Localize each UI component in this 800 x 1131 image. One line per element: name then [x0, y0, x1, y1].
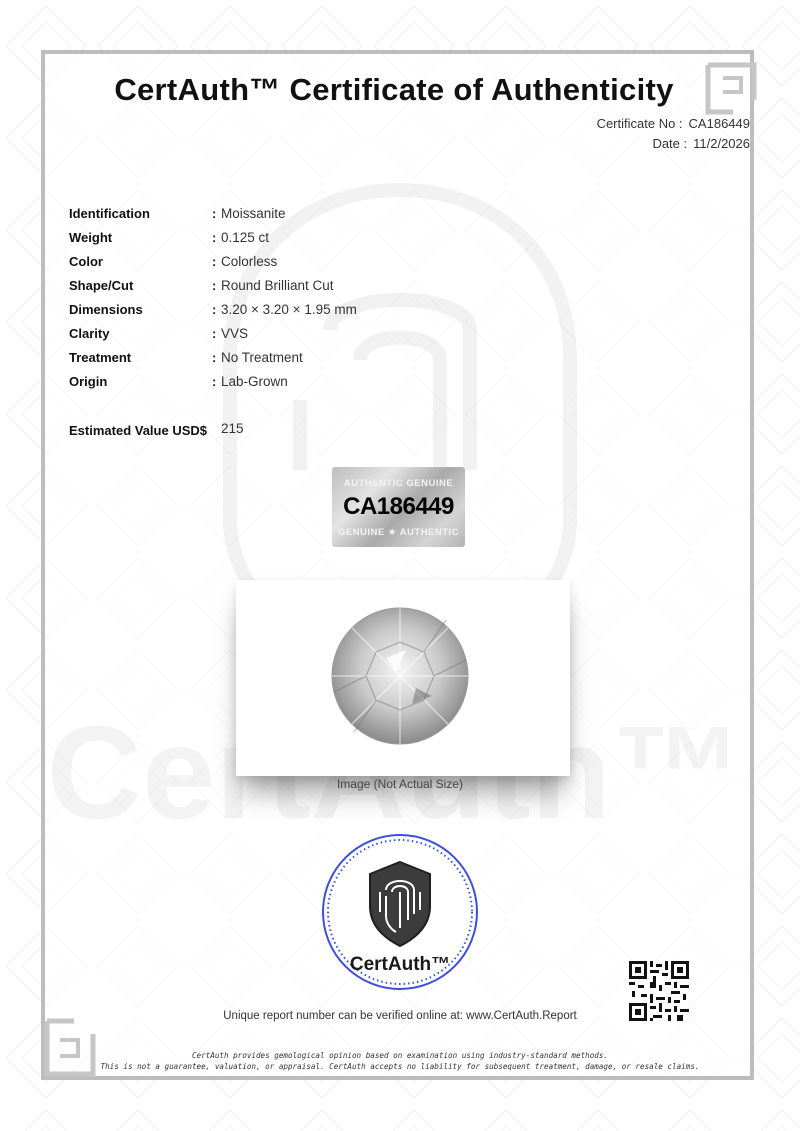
date-label: Date : [652, 136, 688, 151]
detail-value: Round Brilliant Cut [221, 278, 334, 293]
certauth-seal [320, 832, 480, 992]
detail-label: Clarity [69, 326, 110, 341]
gemstone-image [236, 580, 570, 776]
detail-colon: : [212, 302, 217, 317]
detail-colon: : [212, 350, 217, 365]
detail-value: No Treatment [221, 350, 303, 365]
detail-label: Identification [69, 206, 150, 221]
detail-label: Color [69, 254, 103, 269]
detail-colon: : [212, 374, 217, 389]
hologram-top-text: AUTHENTIC GENUINE [343, 478, 454, 489]
detail-label: Shape/Cut [69, 278, 134, 293]
detail-colon: : [212, 230, 217, 245]
hologram-sticker [332, 467, 465, 547]
certificate-title: CertAuth™ Certificate of Authenticity [114, 72, 674, 107]
disclaimer-line-1: CertAuth provides gemological opinion based on examination using industry-standard methods. [191, 1051, 609, 1060]
detail-colon: : [212, 254, 217, 269]
certificate-date [652, 136, 750, 151]
certificate-number-value: CA186449 [688, 116, 750, 131]
estimated-value-label: Estimated Value USD$ [69, 423, 207, 438]
date-value: 11/2/2026 [693, 136, 750, 151]
detail-label: Origin [69, 374, 108, 389]
detail-value: Moissanite [221, 206, 286, 221]
estimated-value-amount: 215 [221, 421, 244, 436]
disclaimer-line-2: This is not a guarantee, valuation, or appraisal. CertAuth accepts no liability for subsequent treatment, damage, or resale claims. [100, 1062, 700, 1071]
hologram-bottom-text: GENUINE ★ AUTHENTIC [337, 527, 460, 538]
estimated-value [69, 421, 244, 438]
hologram-number: CA186449 [343, 493, 454, 520]
detail-colon: : [212, 326, 217, 341]
detail-value: Colorless [221, 254, 278, 269]
detail-value: Lab-Grown [221, 374, 288, 389]
detail-label: Dimensions [69, 302, 143, 317]
verification-note: Unique report number can be verified online at: www.CertAuth.Report [223, 1010, 577, 1022]
certificate-number [597, 116, 750, 131]
detail-label: Treatment [69, 350, 132, 365]
detail-label: Weight [69, 230, 113, 245]
detail-colon: : [212, 278, 217, 293]
certificate-number-label: Certificate No : [596, 116, 683, 131]
image-caption: Image (Not Actual Size) [336, 777, 464, 791]
gemstone-photo [236, 580, 570, 776]
detail-value: VVS [221, 326, 249, 341]
detail-value: 0.125 ct [221, 230, 270, 245]
detail-value: 3.20 × 3.20 × 1.95 mm [221, 302, 357, 317]
detail-colon: : [212, 206, 217, 221]
seal-brand: CertAuth™ [349, 954, 451, 975]
